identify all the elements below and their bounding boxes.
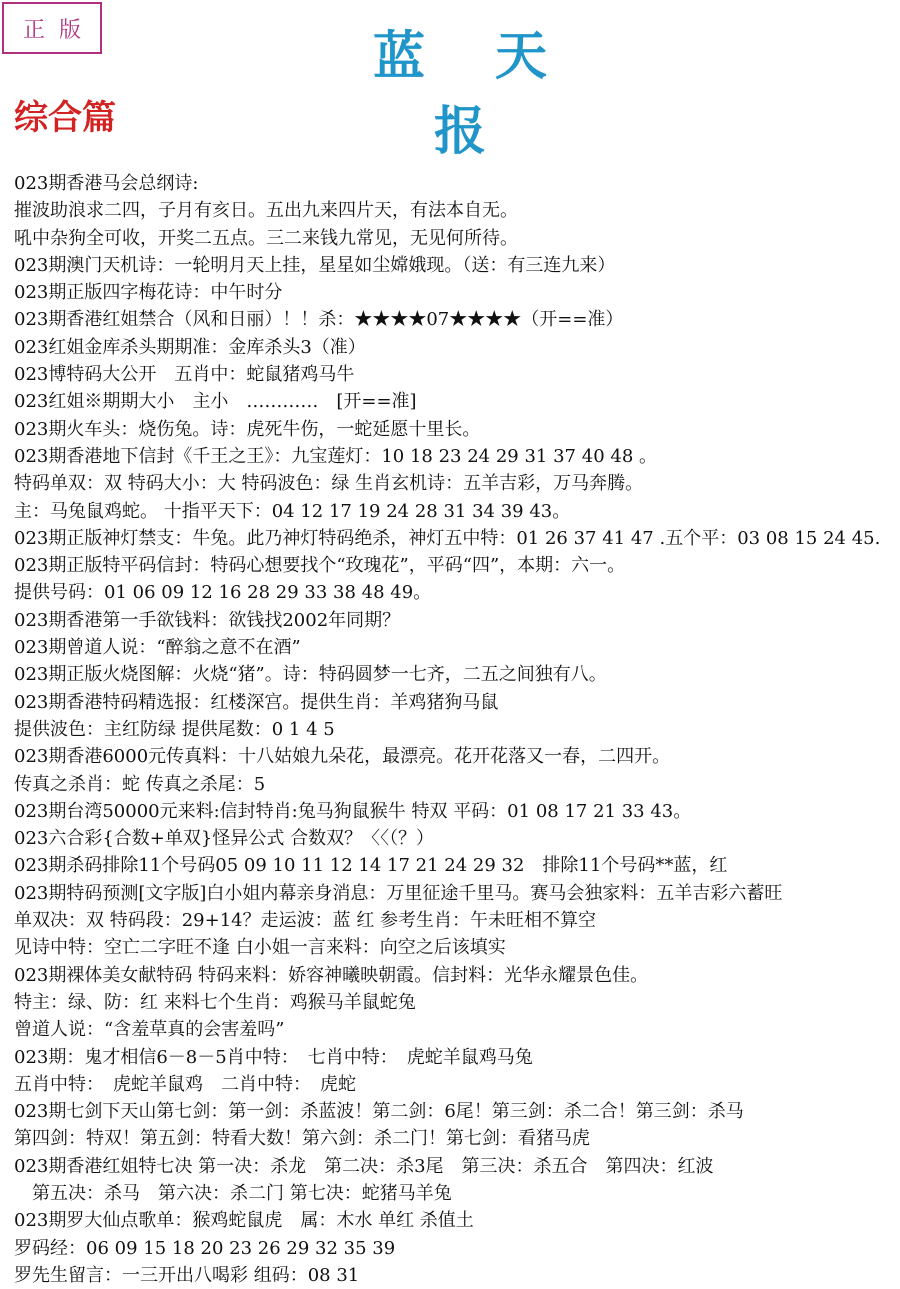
- text-line: 023期裸体美女献特码 特码来料：娇容神曦映朝霞。信封料：光华永耀景色佳。: [14, 964, 649, 986]
- text-line: 023期香港红姐特七决 第一决：杀龙 第二决：杀3尾 第三决：杀五合 第四决：红波: [14, 1155, 714, 1177]
- text-line: 023期正版神灯禁支：牛兔。此乃神灯特码绝杀，神灯五中特：01 26 37 41 47 .五个平：03 08 15 24 45.: [14, 527, 881, 549]
- text-line: 023期七剑下天山第七剑：第一剑：杀蓝波！第二剑：6尾！第三剑：杀二合！第三剑：杀马: [14, 1101, 744, 1123]
- text-line: 023期杀码排除11个号码05 09 10 11 12 14 17 21 24 29 32 排除11个号码**蓝，红: [14, 855, 728, 877]
- text-line: 见诗中特：空亡二字旺不逢 白小姐一言来料：向空之后该填实: [14, 937, 506, 959]
- text-line: 特码单双：双 特码大小：大 特码波色：绿 生肖玄机诗：五羊吉彩，万马奔腾。: [14, 473, 644, 495]
- text-line: 023期香港第一手欲钱料：欲钱找2002年同期？: [14, 609, 401, 631]
- text-line: 023期火车头：烧伤兔。诗：虎死牛伤，一蛇延愿十里长。: [14, 418, 481, 440]
- text-line: 罗先生留言：一三开出八喝彩 组码：08 31: [14, 1264, 360, 1286]
- text-line: 023期台湾50000元来料:信封特肖:兔马狗鼠猴牛 特双 平码：01 08 17 21 33 43。: [14, 800, 692, 822]
- text-line: 第五决：杀马 第六决：杀二门 第七决：蛇猪马羊兔: [14, 1182, 452, 1204]
- text-line: 023期正版火烧图解：火烧“猪”。诗：特码圆梦一七齐，二五之间独有八。: [14, 664, 607, 686]
- text-line: 五肖中特： 虎蛇羊鼠鸡 二肖中特： 虎蛇: [14, 1073, 356, 1095]
- content-lines: [14, 170, 898, 1289]
- newspaper-title: 蓝天报: [372, 26, 617, 162]
- text-line: 提供号码：01 06 09 12 16 28 29 33 38 48 49。: [14, 582, 432, 604]
- text-line: 023期香港红姐禁合（风和日丽）！！杀：★★★★07★★★★（开==准）: [14, 309, 624, 331]
- text-line: 特主：绿、防：红 来料七个生肖：鸡猴马羊鼠蛇兔: [14, 991, 416, 1013]
- text-line: 023期特码预测[文字版]白小姐内幕亲身消息：万里征途千里马。赛马会独家料：五羊吉彩六蓄旺: [14, 882, 783, 904]
- text-line: 提供波色：主红防绿 提供尾数：0 1 4 5: [14, 718, 335, 740]
- text-line: 023期香港特码精选报：红楼深宫。提供生肖：羊鸡猪狗马鼠: [14, 691, 499, 713]
- text-line: 023期香港地下信封《千王之王》：九宝莲灯：10 18 23 24 29 31 37 40 48 。: [14, 445, 657, 467]
- text-line: 罗码经：06 09 15 18 20 23 26 29 32 35 39: [14, 1237, 396, 1259]
- text-line: 曾道人说：“含羞草真的会害羞吗”: [14, 1019, 285, 1041]
- text-line: 023期香港6000元传真料：十八姑娘九朵花，最漂亮。花开花落又一春，二四开。: [14, 746, 671, 768]
- text-line: 单双决：双 特码段：29+14？走运波：蓝 红 参考生肖：午未旺相不算空: [14, 910, 597, 932]
- text-line: 第四剑：特双！第五剑：特看大数！第六剑：杀二门！第七剑：看猪马虎: [14, 1128, 590, 1150]
- text-line: 023红姐※期期大小 主小 ………… [开==准]: [14, 391, 417, 413]
- text-line: 023期正版特平码信封：特码心想要找个“玫瑰花”，平码“四”，本期：六一。: [14, 555, 626, 577]
- section-title: 综合篇: [14, 98, 116, 138]
- edition-badge: 正版: [2, 2, 102, 54]
- text-line: 吼中杂狗全可收，开奖二五点。三二来钱九常见，无见何所待。: [14, 227, 518, 249]
- text-line: 023期曾道人说：“醉翁之意不在酒”: [14, 637, 301, 659]
- text-line: 023六合彩{合数+单双}怪异公式 合数双？〈〈（？）: [14, 828, 435, 850]
- text-line: 023期罗大仙点歌单：猴鸡蛇鼠虎 属：木水 单红 杀值土: [14, 1210, 474, 1232]
- text-line: 023博特码大公开 五肖中：蛇鼠猪鸡马牛: [14, 364, 355, 386]
- text-line: 023红姐金库杀头期期准：金库杀头3（准）: [14, 336, 366, 358]
- text-line: 传真之杀肖：蛇 传真之杀尾：5: [14, 773, 266, 795]
- text-line: 主：马兔鼠鸡蛇。 十指平天下：04 12 17 19 24 28 31 34 39 43。: [14, 500, 571, 522]
- text-line: 摧波助浪求二四，子月有亥日。五出九来四片天，有法本自无。: [14, 200, 518, 222]
- text-line: 023期香港马会总纲诗:: [14, 173, 199, 194]
- text-line: 023期澳门天机诗：一轮明月天上挂，星星如尘嫦娥现。（送：有三连九来）: [14, 254, 616, 276]
- text-line: 023期正版四字梅花诗：中午时分: [14, 282, 283, 304]
- text-line: 023期：鬼才相信6－8－5肖中特： 七肖中特： 虎蛇羊鼠鸡马兔: [14, 1046, 533, 1068]
